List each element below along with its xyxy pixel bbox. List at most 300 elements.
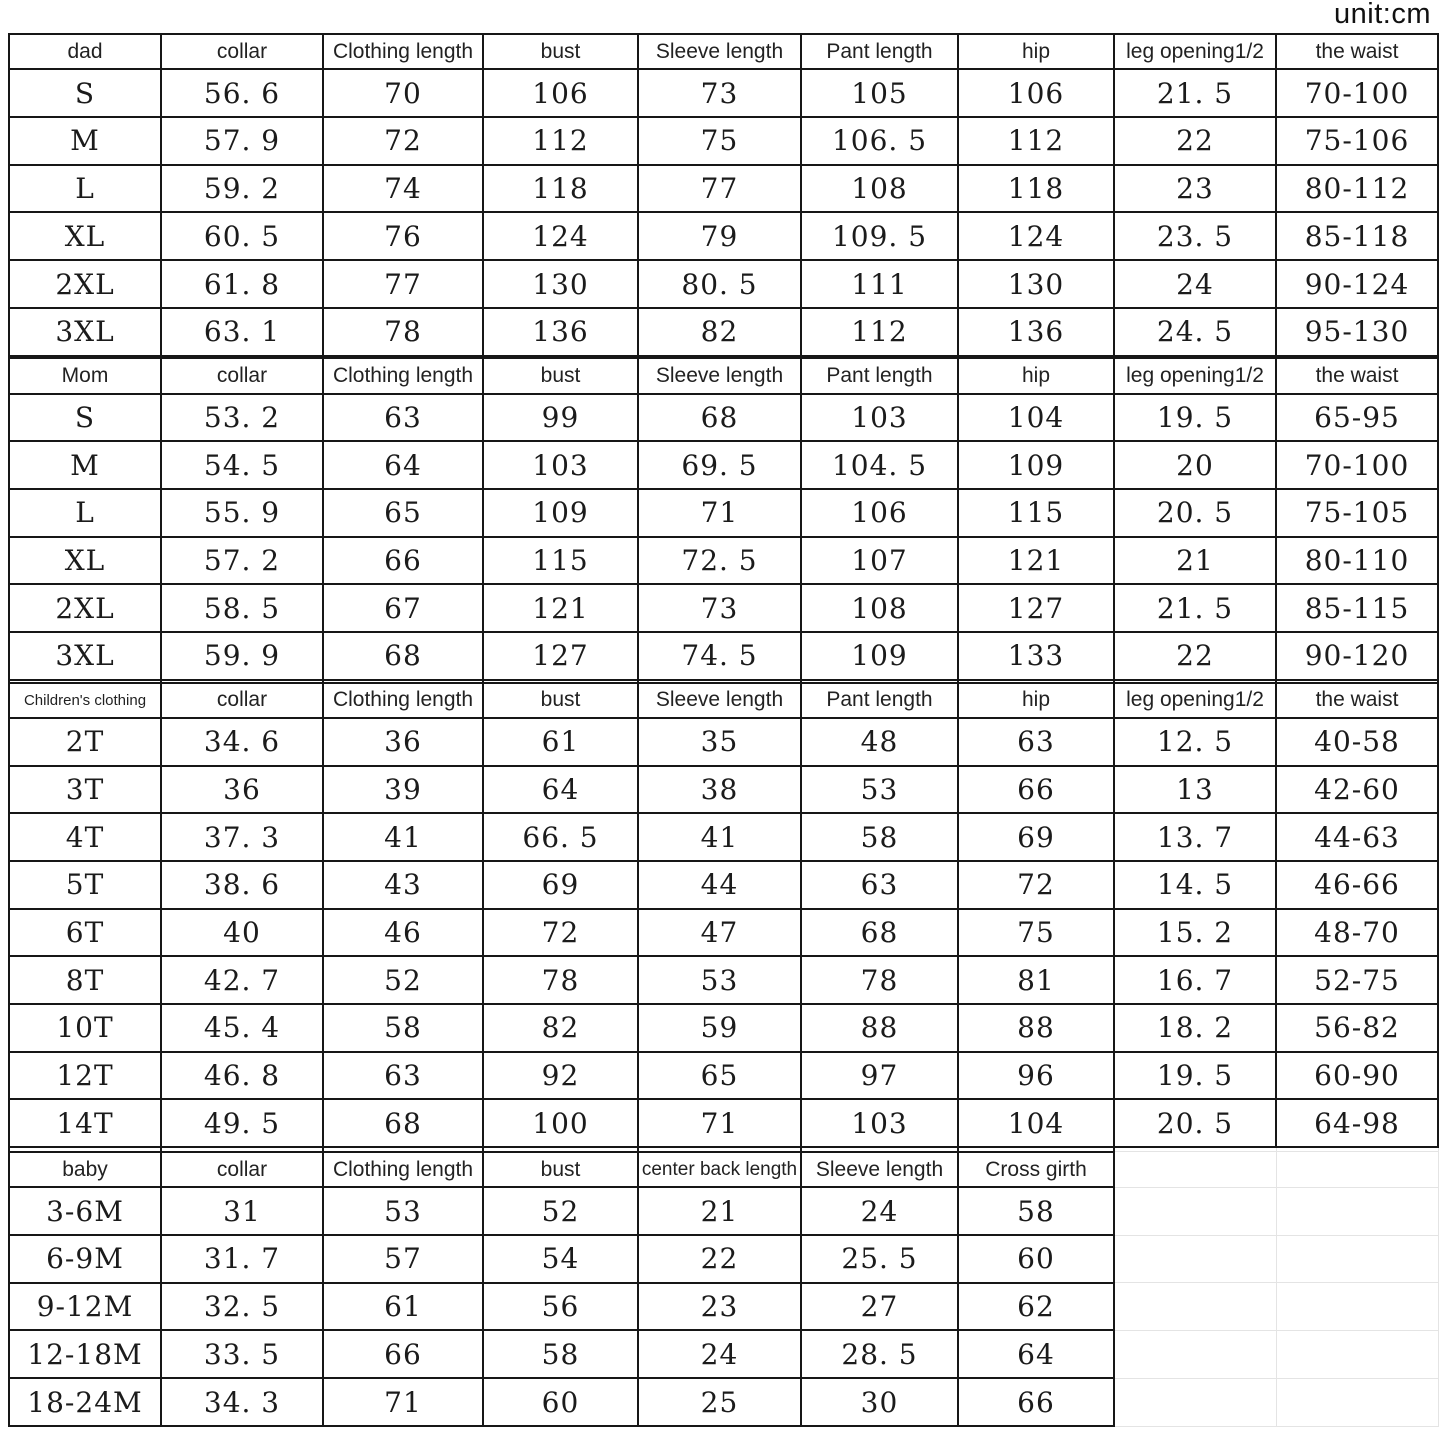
value-cell: 75-105 (1276, 489, 1438, 537)
column-header: Sleeve length (638, 34, 801, 69)
column-header: Pant length (801, 34, 958, 69)
value-cell: 24 (801, 1187, 958, 1235)
value-cell: 74. 5 (638, 632, 801, 680)
column-header: Clothing length (323, 34, 483, 69)
value-cell: 22 (1114, 117, 1276, 165)
table-row (9, 1187, 1438, 1235)
value-cell: 25. 5 (801, 1235, 958, 1283)
value-cell: 54. 5 (161, 441, 323, 489)
ghost-grid-cell (1276, 1152, 1438, 1187)
value-cell: 112 (958, 117, 1114, 165)
value-cell: 68 (323, 632, 483, 680)
value-cell: 96 (958, 1052, 1114, 1100)
value-cell: 35 (638, 718, 801, 766)
header-row-baby (9, 1152, 1438, 1187)
value-cell: 14. 5 (1114, 861, 1276, 909)
value-cell: 15. 2 (1114, 909, 1276, 957)
value-cell: 44 (638, 861, 801, 909)
value-cell: 19. 5 (1114, 1052, 1276, 1100)
value-cell: 124 (958, 212, 1114, 260)
value-cell: 24 (1114, 260, 1276, 308)
value-cell: 85-118 (1276, 212, 1438, 260)
value-cell: 49. 5 (161, 1099, 323, 1147)
value-cell: 72 (483, 909, 638, 957)
value-cell: 46-66 (1276, 861, 1438, 909)
table-row (9, 1099, 1438, 1147)
value-cell: 21 (1114, 537, 1276, 585)
value-cell: 103 (801, 1099, 958, 1147)
value-cell: 46 (323, 909, 483, 957)
table-row (9, 718, 1438, 766)
column-header: hip (958, 34, 1114, 69)
column-header: bust (483, 34, 638, 69)
value-cell: 90-124 (1276, 260, 1438, 308)
size-label: 6-9M (9, 1235, 161, 1283)
value-cell: 130 (958, 260, 1114, 308)
value-cell: 16. 7 (1114, 956, 1276, 1004)
value-cell: 21 (638, 1187, 801, 1235)
size-label: 2XL (9, 260, 161, 308)
value-cell: 46. 8 (161, 1052, 323, 1100)
value-cell: 58 (958, 1187, 1114, 1235)
table-row (9, 260, 1438, 308)
value-cell: 59. 2 (161, 165, 323, 213)
value-cell: 109 (801, 632, 958, 680)
column-header: the waist (1276, 358, 1438, 393)
value-cell: 124 (483, 212, 638, 260)
value-cell: 25 (638, 1378, 801, 1426)
value-cell: 104. 5 (801, 441, 958, 489)
value-cell: 108 (801, 165, 958, 213)
value-cell: 74 (323, 165, 483, 213)
column-header: the waist (1276, 34, 1438, 69)
value-cell: 68 (323, 1099, 483, 1147)
size-label: 3XL (9, 632, 161, 680)
value-cell: 63 (323, 394, 483, 442)
value-cell: 70-100 (1276, 441, 1438, 489)
value-cell: 59 (638, 1004, 801, 1052)
value-cell: 80-110 (1276, 537, 1438, 585)
value-cell: 48-70 (1276, 909, 1438, 957)
column-header: hip (958, 358, 1114, 393)
value-cell: 103 (801, 394, 958, 442)
value-cell: 88 (801, 1004, 958, 1052)
value-cell: 109 (483, 489, 638, 537)
value-cell: 42. 7 (161, 956, 323, 1004)
size-label: L (9, 489, 161, 537)
value-cell: 71 (638, 489, 801, 537)
value-cell: 20. 5 (1114, 489, 1276, 537)
size-label: S (9, 69, 161, 117)
value-cell: 52 (323, 956, 483, 1004)
column-header: Cross girth (958, 1152, 1114, 1187)
column-header: collar (161, 1152, 323, 1187)
value-cell: 111 (801, 260, 958, 308)
unit-label: unit:cm (1334, 0, 1431, 30)
value-cell: 33. 5 (161, 1330, 323, 1378)
size-label: L (9, 165, 161, 213)
value-cell: 44-63 (1276, 813, 1438, 861)
ghost-grid-cell (1276, 1330, 1438, 1378)
value-cell: 112 (801, 308, 958, 356)
value-cell: 72. 5 (638, 537, 801, 585)
value-cell: 121 (958, 537, 1114, 585)
value-cell: 106 (801, 489, 958, 537)
ghost-grid-cell (1114, 1283, 1276, 1331)
value-cell: 130 (483, 260, 638, 308)
value-cell: 23 (638, 1283, 801, 1331)
column-header: Sleeve length (638, 683, 801, 718)
value-cell: 118 (483, 165, 638, 213)
value-cell: 56-82 (1276, 1004, 1438, 1052)
value-cell: 56 (483, 1283, 638, 1331)
value-cell: 60 (958, 1235, 1114, 1283)
value-cell: 115 (483, 537, 638, 585)
value-cell: 41 (638, 813, 801, 861)
value-cell: 70 (323, 69, 483, 117)
value-cell: 99 (483, 394, 638, 442)
table-row (9, 537, 1438, 585)
column-header: center back length (638, 1152, 801, 1187)
value-cell: 41 (323, 813, 483, 861)
size-label: 2T (9, 718, 161, 766)
value-cell: 59. 9 (161, 632, 323, 680)
value-cell: 64 (958, 1330, 1114, 1378)
size-label: 3T (9, 766, 161, 814)
value-cell: 136 (958, 308, 1114, 356)
value-cell: 60. 5 (161, 212, 323, 260)
value-cell: 57. 9 (161, 117, 323, 165)
value-cell: 103 (483, 441, 638, 489)
value-cell: 23. 5 (1114, 212, 1276, 260)
table-row (9, 1235, 1438, 1283)
value-cell: 70-100 (1276, 69, 1438, 117)
value-cell: 60-90 (1276, 1052, 1438, 1100)
value-cell: 68 (801, 909, 958, 957)
value-cell: 38 (638, 766, 801, 814)
value-cell: 56. 6 (161, 69, 323, 117)
value-cell: 36 (323, 718, 483, 766)
ghost-grid-cell (1114, 1378, 1276, 1426)
value-cell: 37. 3 (161, 813, 323, 861)
ghost-grid-cell (1114, 1187, 1276, 1235)
value-cell: 58 (323, 1004, 483, 1052)
table-row (9, 1052, 1438, 1100)
column-header: collar (161, 358, 323, 393)
table-row (9, 1378, 1438, 1426)
value-cell: 57 (323, 1235, 483, 1283)
ghost-grid-cell (1276, 1235, 1438, 1283)
value-cell: 61 (483, 718, 638, 766)
value-cell: 64-98 (1276, 1099, 1438, 1147)
value-cell: 81 (958, 956, 1114, 1004)
table-row (9, 117, 1438, 165)
value-cell: 106 (483, 69, 638, 117)
value-cell: 68 (638, 394, 801, 442)
value-cell: 69. 5 (638, 441, 801, 489)
value-cell: 77 (323, 260, 483, 308)
ghost-grid-cell (1114, 1330, 1276, 1378)
value-cell: 64 (323, 441, 483, 489)
table-row (9, 489, 1438, 537)
column-header: leg opening1/2 (1114, 358, 1276, 393)
value-cell: 127 (483, 632, 638, 680)
value-cell: 67 (323, 584, 483, 632)
value-cell: 85-115 (1276, 584, 1438, 632)
value-cell: 136 (483, 308, 638, 356)
column-header: Clothing length (323, 358, 483, 393)
ghost-grid-cell (1276, 1378, 1438, 1426)
value-cell: 21. 5 (1114, 584, 1276, 632)
column-header: bust (483, 683, 638, 718)
value-cell: 20 (1114, 441, 1276, 489)
value-cell: 47 (638, 909, 801, 957)
value-cell: 73 (638, 69, 801, 117)
column-header: Sleeve length (638, 358, 801, 393)
value-cell: 53 (638, 956, 801, 1004)
value-cell: 71 (323, 1378, 483, 1426)
size-label: 14T (9, 1099, 161, 1147)
ghost-grid-cell (1276, 1187, 1438, 1235)
value-cell: 61. 8 (161, 260, 323, 308)
value-cell: 69 (483, 861, 638, 909)
table-row (9, 165, 1438, 213)
table-row (9, 308, 1438, 356)
value-cell: 53 (801, 766, 958, 814)
value-cell: 104 (958, 1099, 1114, 1147)
value-cell: 12. 5 (1114, 718, 1276, 766)
column-header: Clothing length (323, 683, 483, 718)
value-cell: 76 (323, 212, 483, 260)
size-chart-table (8, 33, 1439, 1427)
size-label: 8T (9, 956, 161, 1004)
table-row (9, 1330, 1438, 1378)
size-label: 3XL (9, 308, 161, 356)
value-cell: 106 (958, 69, 1114, 117)
table-row (9, 441, 1438, 489)
value-cell: 52-75 (1276, 956, 1438, 1004)
size-label: 12T (9, 1052, 161, 1100)
value-cell: 58. 5 (161, 584, 323, 632)
value-cell: 58 (483, 1330, 638, 1378)
value-cell: 21. 5 (1114, 69, 1276, 117)
value-cell: 30 (801, 1378, 958, 1426)
ghost-grid-cell (1276, 1283, 1438, 1331)
value-cell: 66 (958, 766, 1114, 814)
value-cell: 105 (801, 69, 958, 117)
value-cell: 75 (638, 117, 801, 165)
column-header: Clothing length (323, 1152, 483, 1187)
value-cell: 23 (1114, 165, 1276, 213)
value-cell: 53. 2 (161, 394, 323, 442)
value-cell: 40-58 (1276, 718, 1438, 766)
size-label: 10T (9, 1004, 161, 1052)
value-cell: 40 (161, 909, 323, 957)
section-title-baby: baby (9, 1152, 161, 1187)
ghost-grid-cell (1114, 1152, 1276, 1187)
column-header: collar (161, 34, 323, 69)
value-cell: 34. 6 (161, 718, 323, 766)
size-label: M (9, 441, 161, 489)
value-cell: 39 (323, 766, 483, 814)
size-label: 3-6M (9, 1187, 161, 1235)
size-chart-body (9, 34, 1438, 1426)
value-cell: 112 (483, 117, 638, 165)
value-cell: 58 (801, 813, 958, 861)
value-cell: 13. 7 (1114, 813, 1276, 861)
value-cell: 106. 5 (801, 117, 958, 165)
column-header: Sleeve length (801, 1152, 958, 1187)
table-row (9, 909, 1438, 957)
value-cell: 65 (638, 1052, 801, 1100)
value-cell: 69 (958, 813, 1114, 861)
value-cell: 55. 9 (161, 489, 323, 537)
value-cell: 19. 5 (1114, 394, 1276, 442)
value-cell: 31 (161, 1187, 323, 1235)
section-title-children: Children's clothing (9, 683, 161, 718)
value-cell: 42-60 (1276, 766, 1438, 814)
value-cell: 66 (958, 1378, 1114, 1426)
value-cell: 63 (958, 718, 1114, 766)
column-header: bust (483, 1152, 638, 1187)
value-cell: 28. 5 (801, 1330, 958, 1378)
value-cell: 63. 1 (161, 308, 323, 356)
value-cell: 127 (958, 584, 1114, 632)
value-cell: 63 (323, 1052, 483, 1100)
value-cell: 60 (483, 1378, 638, 1426)
value-cell: 20. 5 (1114, 1099, 1276, 1147)
column-header: leg opening1/2 (1114, 34, 1276, 69)
table-row (9, 1283, 1438, 1331)
value-cell: 48 (801, 718, 958, 766)
value-cell: 108 (801, 584, 958, 632)
size-label: 2XL (9, 584, 161, 632)
value-cell: 75 (958, 909, 1114, 957)
size-label: XL (9, 212, 161, 260)
value-cell: 71 (638, 1099, 801, 1147)
table-row (9, 813, 1438, 861)
value-cell: 109. 5 (801, 212, 958, 260)
section-title-dad: dad (9, 34, 161, 69)
value-cell: 78 (323, 308, 483, 356)
header-row-dad (9, 34, 1438, 69)
size-label: 12-18M (9, 1330, 161, 1378)
header-row-mom (9, 358, 1438, 393)
table-row (9, 69, 1438, 117)
value-cell: 64 (483, 766, 638, 814)
value-cell: 43 (323, 861, 483, 909)
value-cell: 61 (323, 1283, 483, 1331)
value-cell: 104 (958, 394, 1114, 442)
value-cell: 13 (1114, 766, 1276, 814)
value-cell: 65-95 (1276, 394, 1438, 442)
value-cell: 34. 3 (161, 1378, 323, 1426)
column-header: hip (958, 683, 1114, 718)
value-cell: 45. 4 (161, 1004, 323, 1052)
value-cell: 63 (801, 861, 958, 909)
value-cell: 66. 5 (483, 813, 638, 861)
table-row (9, 632, 1438, 680)
table-row (9, 956, 1438, 1004)
ghost-grid-cell (1114, 1235, 1276, 1283)
value-cell: 72 (323, 117, 483, 165)
size-label: 18-24M (9, 1378, 161, 1426)
value-cell: 78 (483, 956, 638, 1004)
value-cell: 100 (483, 1099, 638, 1147)
value-cell: 97 (801, 1052, 958, 1100)
size-label: 9-12M (9, 1283, 161, 1331)
table-row (9, 394, 1438, 442)
value-cell: 107 (801, 537, 958, 585)
column-header: leg opening1/2 (1114, 683, 1276, 718)
value-cell: 32. 5 (161, 1283, 323, 1331)
value-cell: 73 (638, 584, 801, 632)
header-row-children (9, 683, 1438, 718)
column-header: bust (483, 358, 638, 393)
value-cell: 133 (958, 632, 1114, 680)
value-cell: 22 (638, 1235, 801, 1283)
column-header: the waist (1276, 683, 1438, 718)
table-row (9, 212, 1438, 260)
value-cell: 121 (483, 584, 638, 632)
value-cell: 88 (958, 1004, 1114, 1052)
value-cell: 62 (958, 1283, 1114, 1331)
value-cell: 24. 5 (1114, 308, 1276, 356)
value-cell: 57. 2 (161, 537, 323, 585)
value-cell: 75-106 (1276, 117, 1438, 165)
value-cell: 38. 6 (161, 861, 323, 909)
value-cell: 65 (323, 489, 483, 537)
size-label: 5T (9, 861, 161, 909)
value-cell: 115 (958, 489, 1114, 537)
value-cell: 82 (638, 308, 801, 356)
column-header: collar (161, 683, 323, 718)
value-cell: 90-120 (1276, 632, 1438, 680)
value-cell: 79 (638, 212, 801, 260)
size-label: XL (9, 537, 161, 585)
column-header: Pant length (801, 358, 958, 393)
value-cell: 78 (801, 956, 958, 1004)
value-cell: 31. 7 (161, 1235, 323, 1283)
table-row (9, 766, 1438, 814)
value-cell: 95-130 (1276, 308, 1438, 356)
value-cell: 72 (958, 861, 1114, 909)
value-cell: 66 (323, 1330, 483, 1378)
value-cell: 80-112 (1276, 165, 1438, 213)
size-label: 4T (9, 813, 161, 861)
section-title-mom: Mom (9, 358, 161, 393)
value-cell: 53 (323, 1187, 483, 1235)
value-cell: 118 (958, 165, 1114, 213)
value-cell: 82 (483, 1004, 638, 1052)
value-cell: 36 (161, 766, 323, 814)
value-cell: 77 (638, 165, 801, 213)
value-cell: 109 (958, 441, 1114, 489)
value-cell: 52 (483, 1187, 638, 1235)
value-cell: 27 (801, 1283, 958, 1331)
value-cell: 54 (483, 1235, 638, 1283)
value-cell: 22 (1114, 632, 1276, 680)
size-label: M (9, 117, 161, 165)
value-cell: 80. 5 (638, 260, 801, 308)
size-label: S (9, 394, 161, 442)
size-label: 6T (9, 909, 161, 957)
value-cell: 66 (323, 537, 483, 585)
column-header: Pant length (801, 683, 958, 718)
value-cell: 92 (483, 1052, 638, 1100)
value-cell: 18. 2 (1114, 1004, 1276, 1052)
table-row (9, 861, 1438, 909)
